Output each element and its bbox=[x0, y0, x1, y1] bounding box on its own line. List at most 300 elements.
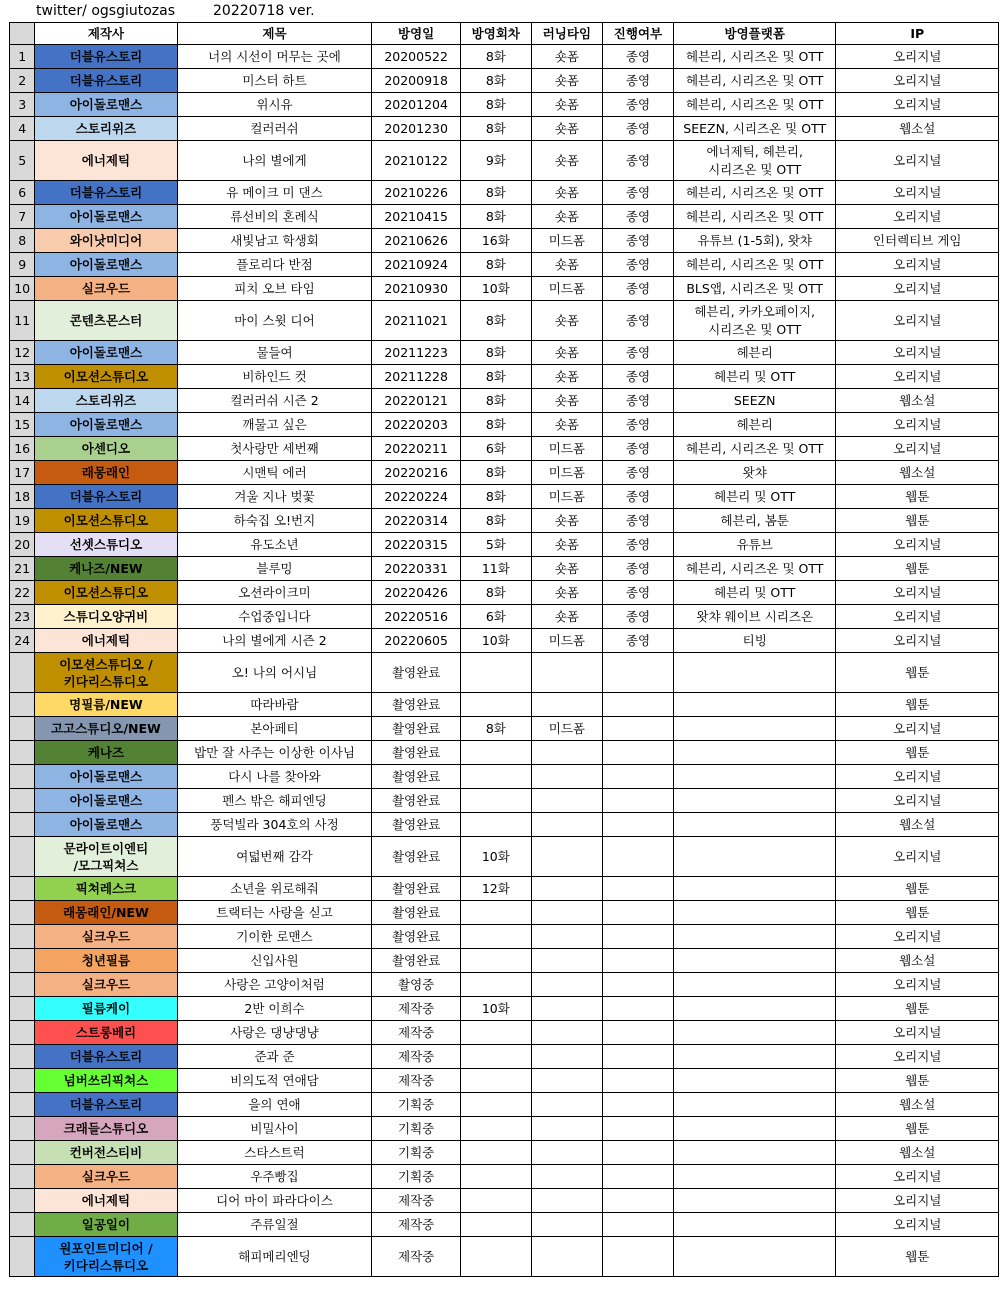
runtime-cell bbox=[531, 301, 602, 341]
table-row bbox=[10, 1189, 999, 1213]
episodes-cell bbox=[460, 741, 531, 765]
episodes-cell bbox=[460, 45, 531, 69]
row-index bbox=[10, 1237, 35, 1277]
runtime-cell bbox=[531, 253, 602, 277]
row-index bbox=[10, 813, 35, 837]
ip-cell-text: 오리지널 bbox=[893, 48, 942, 64]
title-cell-text: 컬러러쉬 bbox=[250, 120, 299, 136]
company-cell bbox=[35, 229, 177, 253]
episodes-cell-text: 6화 bbox=[485, 608, 506, 624]
ip-cell-text: 웹소설 bbox=[899, 392, 936, 408]
date-cell bbox=[372, 117, 460, 141]
title-cell-text: 풍덕빌라 304호의 사정 bbox=[210, 816, 339, 832]
row-index bbox=[10, 1165, 35, 1189]
title-cell bbox=[177, 365, 372, 389]
company-cell-text: 더블유스토리 bbox=[69, 1049, 143, 1064]
platform-cell bbox=[673, 253, 835, 277]
title-cell-text: 준과 준 bbox=[254, 1048, 295, 1064]
status-cell bbox=[602, 389, 673, 413]
episodes-cell-text: 10화 bbox=[481, 632, 510, 648]
company-cell-text: 에너제틱 bbox=[81, 633, 131, 648]
company-cell-text: 필름케이 bbox=[81, 1001, 131, 1016]
company-cell bbox=[35, 1021, 177, 1045]
runtime-cell-text: 숏폼 bbox=[554, 184, 579, 200]
title-cell bbox=[177, 581, 372, 605]
row-index bbox=[10, 45, 35, 69]
platform-cell bbox=[673, 1117, 835, 1141]
date-cell-text: 20220516 bbox=[384, 608, 448, 624]
status-cell-text: 종영 bbox=[625, 416, 651, 432]
title-cell-text: 너의 시선이 머무는 곳에 bbox=[208, 48, 341, 64]
company-cell-text: 이모션스튜디오 / bbox=[59, 656, 153, 672]
title-cell-text: 새빛남고 학생회 bbox=[230, 232, 319, 248]
date-cell-text: 제작중 bbox=[398, 1192, 435, 1208]
company-cell bbox=[35, 365, 177, 389]
title-cell bbox=[177, 461, 372, 485]
title-cell-text: 컬러러쉬 시즌 2 bbox=[230, 392, 319, 408]
status-cell-text: 종영 bbox=[625, 584, 651, 600]
row-index bbox=[10, 1045, 35, 1069]
title-cell-text: 마이 스윗 디어 bbox=[234, 312, 315, 328]
table-row bbox=[10, 205, 999, 229]
ip-cell-text: 오리지널 bbox=[893, 1216, 942, 1232]
title-cell-text: 따라바람 bbox=[250, 696, 299, 712]
row-index bbox=[10, 1069, 35, 1093]
company-cell-text: 더블유스토리 bbox=[69, 49, 143, 64]
ip-cell-text: 오리지널 bbox=[893, 536, 942, 552]
table-row bbox=[10, 533, 999, 557]
status-cell-text: 종영 bbox=[625, 608, 651, 624]
episodes-cell bbox=[460, 901, 531, 925]
title-cell-text: 신입사원 bbox=[250, 952, 299, 968]
ip-cell-text: 오리지널 bbox=[893, 312, 942, 328]
runtime-cell bbox=[531, 389, 602, 413]
company-cell-text: 이모션스튜디오 bbox=[63, 585, 149, 600]
platform-cell bbox=[673, 557, 835, 581]
row-index bbox=[10, 69, 35, 93]
episodes-cell bbox=[460, 653, 531, 693]
status-cell bbox=[602, 533, 673, 557]
runtime-cell-text: 숏폼 bbox=[554, 584, 579, 600]
row-index bbox=[10, 997, 35, 1021]
status-cell bbox=[602, 69, 673, 93]
date-cell-text: 촬영완료 bbox=[391, 720, 441, 736]
episodes-cell bbox=[460, 1165, 531, 1189]
platform-cell-text: 왓챠 bbox=[742, 464, 767, 480]
source-handle: twitter/ ogsgiutozas bbox=[36, 3, 176, 19]
status-cell-text: 종영 bbox=[625, 560, 651, 576]
company-cell-text: 키다리스튜디오 bbox=[63, 1257, 149, 1273]
date-cell bbox=[372, 485, 460, 509]
ip-cell bbox=[836, 837, 999, 877]
runtime-cell bbox=[531, 741, 602, 765]
company-cell-text: 케나즈 bbox=[87, 745, 125, 760]
episodes-cell-text: 8화 bbox=[485, 344, 506, 360]
status-cell bbox=[602, 45, 673, 69]
platform-cell-text: SEEZN, 시리즈온 및 OTT bbox=[683, 120, 827, 136]
col-header-index bbox=[10, 23, 35, 45]
company-cell bbox=[35, 141, 177, 181]
ip-cell-text: 웹툰 bbox=[905, 904, 930, 920]
platform-cell-text: 헤븐리, 시리즈온 및 OTT bbox=[686, 48, 824, 64]
date-cell bbox=[372, 1117, 460, 1141]
episodes-cell bbox=[460, 629, 531, 653]
table-row bbox=[10, 1045, 999, 1069]
table-row bbox=[10, 925, 999, 949]
title-cell-text: 유 메이크 미 댄스 bbox=[226, 184, 323, 200]
table-row bbox=[10, 901, 999, 925]
title-cell bbox=[177, 629, 372, 653]
status-cell-text: 종영 bbox=[625, 72, 651, 88]
company-cell bbox=[35, 973, 177, 997]
company-cell bbox=[35, 485, 177, 509]
title-cell bbox=[177, 877, 372, 901]
platform-cell-text: 헤븐리, 카카오페이지, bbox=[694, 303, 816, 319]
title-cell-text: 여덟번째 감각 bbox=[236, 848, 313, 864]
date-cell bbox=[372, 461, 460, 485]
table-row bbox=[10, 509, 999, 533]
table-row bbox=[10, 629, 999, 653]
runtime-cell-text: 숏폼 bbox=[554, 368, 579, 384]
company-cell-text: 청년필름 bbox=[81, 953, 131, 968]
title-cell-text: 미스터 하트 bbox=[242, 72, 307, 88]
row-index-text: 16 bbox=[14, 440, 31, 456]
row-index bbox=[10, 605, 35, 629]
platform-cell-text: 헤븐리, 시리즈온 및 OTT bbox=[686, 208, 824, 224]
company-cell bbox=[35, 837, 177, 877]
date-cell-text: 20210415 bbox=[384, 208, 448, 224]
company-cell-text: 스토리위즈 bbox=[75, 393, 137, 408]
status-cell bbox=[602, 877, 673, 901]
date-cell bbox=[372, 141, 460, 181]
platform-cell-text: 헤븐리, 시리즈온 및 OTT bbox=[686, 96, 824, 112]
row-index bbox=[10, 341, 35, 365]
title-cell-text: 펜스 밖은 해피엔딩 bbox=[222, 792, 327, 808]
ip-cell-text: 오리지널 bbox=[893, 848, 942, 864]
company-cell-text: 문라이트이엔티 bbox=[63, 840, 149, 856]
row-index bbox=[10, 485, 35, 509]
date-cell bbox=[372, 653, 460, 693]
table-row bbox=[10, 837, 999, 877]
ip-cell-text: 웹툰 bbox=[905, 696, 930, 712]
table-row bbox=[10, 69, 999, 93]
company-cell-text: 더블유스토리 bbox=[69, 185, 143, 200]
date-cell bbox=[372, 741, 460, 765]
company-cell bbox=[35, 789, 177, 813]
row-index bbox=[10, 141, 35, 181]
row-index-text: 6 bbox=[18, 184, 27, 200]
date-cell-text: 기획중 bbox=[398, 1168, 435, 1184]
episodes-cell-text: 16화 bbox=[481, 232, 510, 248]
runtime-cell-text: 미드폼 bbox=[548, 280, 585, 296]
status-cell bbox=[602, 341, 673, 365]
date-cell-text: 제작중 bbox=[398, 1048, 435, 1064]
table-row bbox=[10, 437, 999, 461]
status-cell bbox=[602, 93, 673, 117]
title-cell-text: 비밀사이 bbox=[250, 1120, 299, 1136]
company-cell-text: 아센디오 bbox=[81, 441, 131, 456]
status-cell bbox=[602, 949, 673, 973]
date-cell-text: 20220426 bbox=[384, 584, 448, 600]
drama-table bbox=[9, 22, 999, 1277]
status-cell bbox=[602, 277, 673, 301]
runtime-cell-text: 숏폼 bbox=[554, 256, 579, 272]
title-cell-text: 2반 이희수 bbox=[244, 1000, 305, 1016]
company-cell-text: 스트롱베리 bbox=[75, 1025, 137, 1040]
company-cell bbox=[35, 69, 177, 93]
episodes-cell bbox=[460, 509, 531, 533]
title-cell-text: 첫사랑만 세번째 bbox=[230, 440, 319, 456]
runtime-cell-text: 숏폼 bbox=[554, 560, 579, 576]
row-index-text: 1 bbox=[18, 48, 27, 64]
date-cell bbox=[372, 605, 460, 629]
platform-cell-text: 유튜브 (1-5회), 왓챠 bbox=[697, 232, 812, 248]
runtime-cell bbox=[531, 557, 602, 581]
runtime-cell-text: 미드폼 bbox=[548, 232, 585, 248]
row-index bbox=[10, 877, 35, 901]
platform-cell bbox=[673, 693, 835, 717]
version-label: 20220718 ver. bbox=[213, 3, 315, 19]
row-index bbox=[10, 509, 35, 533]
title-cell-text: 주류일절 bbox=[250, 1216, 299, 1232]
title-cell bbox=[177, 653, 372, 693]
table-row bbox=[10, 653, 999, 693]
date-cell-text: 20220211 bbox=[384, 440, 448, 456]
episodes-cell-text: 10화 bbox=[481, 848, 510, 864]
status-cell bbox=[602, 813, 673, 837]
ip-cell bbox=[836, 117, 999, 141]
company-cell-text: /모그픽쳐스 bbox=[73, 857, 139, 873]
episodes-cell-text: 8화 bbox=[485, 584, 506, 600]
platform-cell-text: 티빙 bbox=[742, 632, 767, 648]
date-cell-text: 촬영완료 bbox=[391, 768, 441, 784]
col-header-company: 제작사 bbox=[35, 23, 177, 45]
ip-cell-text: 오리지널 bbox=[893, 584, 942, 600]
table-row bbox=[10, 1117, 999, 1141]
ip-cell-text: 웹툰 bbox=[905, 1120, 930, 1136]
episodes-cell bbox=[460, 1117, 531, 1141]
runtime-cell bbox=[531, 45, 602, 69]
title-cell bbox=[177, 341, 372, 365]
row-index bbox=[10, 1141, 35, 1165]
row-index bbox=[10, 901, 35, 925]
title-cell bbox=[177, 557, 372, 581]
platform-cell-text: 시리즈온 및 OTT bbox=[708, 321, 802, 337]
episodes-cell bbox=[460, 1021, 531, 1045]
status-cell bbox=[602, 973, 673, 997]
status-cell bbox=[602, 1213, 673, 1237]
title-cell bbox=[177, 901, 372, 925]
ip-cell-text: 웹소설 bbox=[899, 816, 936, 832]
platform-cell bbox=[673, 1021, 835, 1045]
row-index-text: 7 bbox=[18, 208, 27, 224]
title-cell-text: 오! 나의 어시님 bbox=[231, 664, 318, 680]
company-cell bbox=[35, 93, 177, 117]
platform-cell bbox=[673, 93, 835, 117]
ip-cell-text: 웹소설 bbox=[899, 1144, 936, 1160]
ip-cell bbox=[836, 365, 999, 389]
runtime-cell bbox=[531, 1045, 602, 1069]
date-cell bbox=[372, 365, 460, 389]
platform-cell bbox=[673, 741, 835, 765]
table-row bbox=[10, 1165, 999, 1189]
title-cell bbox=[177, 949, 372, 973]
row-index bbox=[10, 301, 35, 341]
row-index bbox=[10, 277, 35, 301]
runtime-cell bbox=[531, 93, 602, 117]
runtime-cell bbox=[531, 813, 602, 837]
row-index bbox=[10, 789, 35, 813]
ip-cell bbox=[836, 973, 999, 997]
date-cell bbox=[372, 925, 460, 949]
platform-cell bbox=[673, 877, 835, 901]
company-cell bbox=[35, 117, 177, 141]
ip-cell bbox=[836, 877, 999, 901]
company-cell-text: 실크우드 bbox=[81, 977, 131, 992]
status-cell bbox=[602, 1141, 673, 1165]
title-cell bbox=[177, 181, 372, 205]
platform-cell bbox=[673, 229, 835, 253]
episodes-cell bbox=[460, 1093, 531, 1117]
company-cell-text: 더블유스토리 bbox=[69, 1097, 143, 1112]
date-cell-text: 20220121 bbox=[384, 392, 448, 408]
episodes-cell-text: 8화 bbox=[485, 464, 506, 480]
company-cell bbox=[35, 1069, 177, 1093]
company-cell-text: 더블유스토리 bbox=[69, 489, 143, 504]
ip-cell bbox=[836, 461, 999, 485]
ip-cell bbox=[836, 1093, 999, 1117]
status-cell-text: 종영 bbox=[625, 368, 651, 384]
table-row bbox=[10, 93, 999, 117]
company-cell bbox=[35, 813, 177, 837]
runtime-cell-text: 숏폼 bbox=[554, 392, 579, 408]
ip-cell-text: 오리지널 bbox=[893, 720, 942, 736]
title-cell-text: 오션라이크미 bbox=[238, 584, 311, 600]
status-cell bbox=[602, 997, 673, 1021]
episodes-cell bbox=[460, 93, 531, 117]
date-cell bbox=[372, 437, 460, 461]
date-cell bbox=[372, 1021, 460, 1045]
runtime-cell-text: 숏폼 bbox=[554, 416, 579, 432]
company-cell bbox=[35, 253, 177, 277]
company-cell bbox=[35, 1213, 177, 1237]
row-index-text: 12 bbox=[14, 344, 31, 360]
company-cell bbox=[35, 693, 177, 717]
title-cell-text: 디어 마이 파라다이스 bbox=[216, 1192, 333, 1208]
ip-cell-text: 오리지널 bbox=[893, 368, 942, 384]
table-row bbox=[10, 1069, 999, 1093]
runtime-cell-text: 숏폼 bbox=[554, 120, 579, 136]
company-cell-text: 아이돌로맨스 bbox=[69, 209, 143, 224]
platform-cell bbox=[673, 45, 835, 69]
row-index-text: 3 bbox=[18, 96, 27, 112]
status-cell bbox=[602, 837, 673, 877]
date-cell bbox=[372, 533, 460, 557]
date-cell-text: 20210226 bbox=[384, 184, 448, 200]
title-cell bbox=[177, 141, 372, 181]
status-cell-text: 종영 bbox=[625, 120, 651, 136]
ip-cell-text: 오리지널 bbox=[893, 416, 942, 432]
episodes-cell bbox=[460, 605, 531, 629]
ip-cell bbox=[836, 1165, 999, 1189]
title-cell bbox=[177, 533, 372, 557]
runtime-cell bbox=[531, 877, 602, 901]
runtime-cell-text: 미드폼 bbox=[548, 440, 585, 456]
date-cell bbox=[372, 69, 460, 93]
company-cell-text: 이모션스튜디오 bbox=[63, 513, 149, 528]
episodes-cell-text: 8화 bbox=[485, 72, 506, 88]
company-cell bbox=[35, 533, 177, 557]
company-cell-text: 명필름/NEW bbox=[69, 697, 143, 712]
runtime-cell bbox=[531, 461, 602, 485]
platform-cell bbox=[673, 837, 835, 877]
date-cell-text: 제작중 bbox=[398, 1024, 435, 1040]
runtime-cell bbox=[531, 765, 602, 789]
episodes-cell bbox=[460, 877, 531, 901]
episodes-cell bbox=[460, 301, 531, 341]
runtime-cell bbox=[531, 509, 602, 533]
date-cell-text: 20210930 bbox=[384, 280, 448, 296]
episodes-cell bbox=[460, 789, 531, 813]
episodes-cell-text: 8화 bbox=[485, 392, 506, 408]
date-cell-text: 20210626 bbox=[384, 232, 448, 248]
title-cell-text: 피치 오브 타임 bbox=[234, 280, 315, 296]
date-cell-text: 제작중 bbox=[398, 1000, 435, 1016]
row-index bbox=[10, 1189, 35, 1213]
runtime-cell-text: 숏폼 bbox=[554, 608, 579, 624]
runtime-cell bbox=[531, 141, 602, 181]
table-row bbox=[10, 877, 999, 901]
episodes-cell bbox=[460, 365, 531, 389]
runtime-cell bbox=[531, 717, 602, 741]
runtime-cell-text: 숏폼 bbox=[554, 312, 579, 328]
date-cell bbox=[372, 1093, 460, 1117]
row-index-text: 13 bbox=[14, 368, 31, 384]
date-cell-text: 제작중 bbox=[398, 1072, 435, 1088]
episodes-cell bbox=[460, 1045, 531, 1069]
title-cell bbox=[177, 1117, 372, 1141]
ip-cell-text: 웹툰 bbox=[905, 560, 930, 576]
date-cell-text: 촬영완료 bbox=[391, 816, 441, 832]
date-cell bbox=[372, 629, 460, 653]
title-cell bbox=[177, 509, 372, 533]
date-cell-text: 촬영완료 bbox=[391, 792, 441, 808]
title-cell bbox=[177, 973, 372, 997]
runtime-cell bbox=[531, 205, 602, 229]
title-cell bbox=[177, 765, 372, 789]
status-cell bbox=[602, 509, 673, 533]
episodes-cell-text: 8화 bbox=[485, 368, 506, 384]
ip-cell bbox=[836, 605, 999, 629]
runtime-cell-text: 미드폼 bbox=[548, 464, 585, 480]
date-cell bbox=[372, 877, 460, 901]
title-cell-text: 나의 별에게 시즌 2 bbox=[222, 632, 327, 648]
row-index bbox=[10, 413, 35, 437]
title-cell-text: 깨물고 싶은 bbox=[242, 416, 307, 432]
row-index bbox=[10, 1213, 35, 1237]
runtime-cell bbox=[531, 117, 602, 141]
company-cell-text: 일공일이 bbox=[81, 1217, 131, 1232]
ip-cell bbox=[836, 901, 999, 925]
status-cell-text: 종영 bbox=[625, 488, 651, 504]
status-cell bbox=[602, 365, 673, 389]
ip-cell bbox=[836, 141, 999, 181]
ip-cell bbox=[836, 997, 999, 1021]
date-cell bbox=[372, 949, 460, 973]
runtime-cell-text: 미드폼 bbox=[548, 632, 585, 648]
ip-cell-text: 웹툰 bbox=[905, 488, 930, 504]
company-cell-text: 케나즈/NEW bbox=[69, 561, 143, 576]
